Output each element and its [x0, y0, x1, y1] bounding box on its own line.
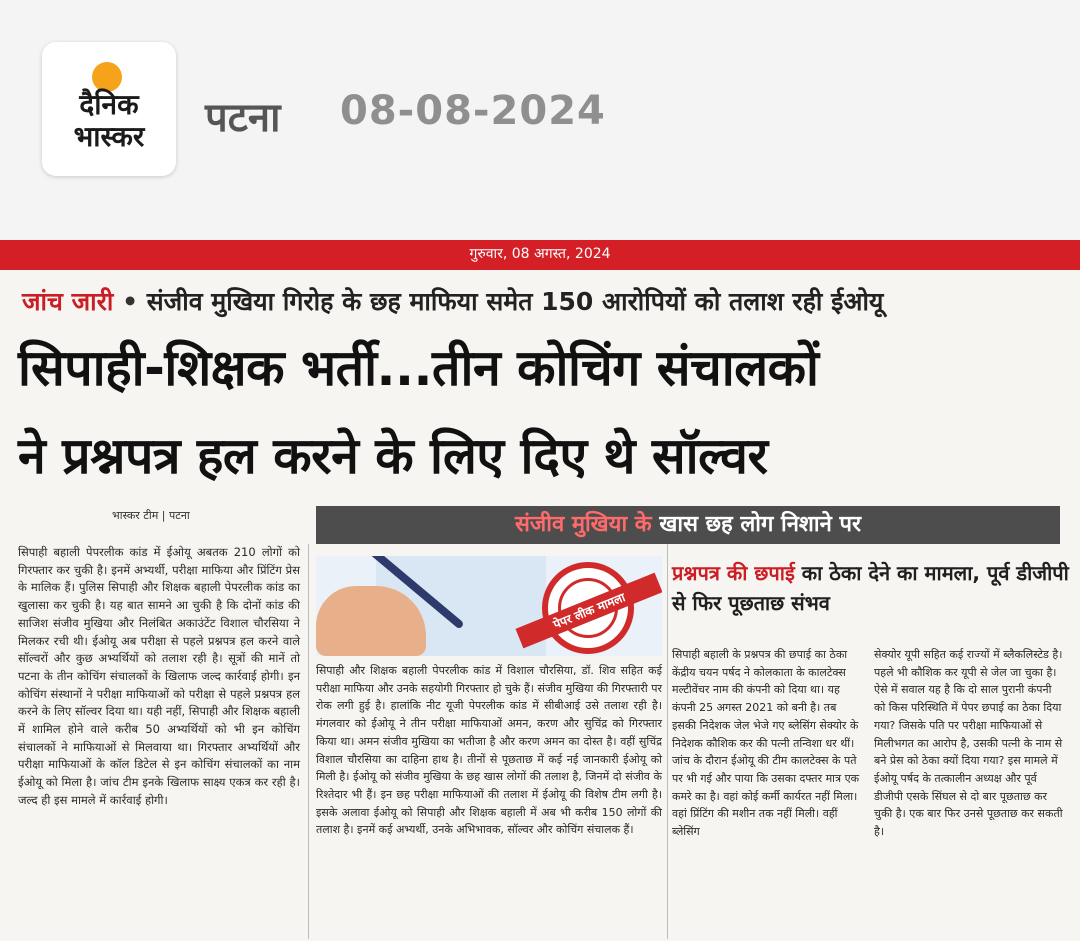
column-divider [308, 544, 309, 939]
headline-line2: ने प्रश्नपत्र हल करने के लिए दिए थे सॉल्वर [18, 427, 768, 485]
dainik-bhaskar-logo [42, 42, 176, 176]
topic-line [22, 284, 1072, 324]
paper-leak-photo [316, 556, 662, 656]
subhead-highlight: संजीव मुखिया के [515, 512, 652, 537]
column-divider [667, 544, 668, 939]
publication-date: 08-08-2024 [340, 88, 606, 134]
side-headline-red: प्रश्नपत्र की छपाई [672, 561, 795, 585]
share-header [0, 0, 1080, 240]
headline-line1: सिपाही-शिक्षक भर्ती...तीन कोचिंग संचालकों [18, 339, 819, 397]
article-column-1: सिपाही बहाली पेपरलीक कांड में ईओयू अबतक 210 लोगों को गिरफ्तार कर चुकी है। इनमें अभ्यर्थी, परीक्षा माफिया और प्रिंटिंग प्रेस के मालिक हैं। पुलिस सिपाही और शिक्षक बहाली पेपरलीक कांड का खुलासा कर चुकी है। यह बात सामने आ चुकी है कि दोनों कांड की साजिश संजीव मुखिया और निलंबित अकाउंटेंट विशाल चौरसिया ने मिलकर रची थी। ईओयू अब परीक्षा से पहले प्रश्नपत्र हल करने वाले सॉल्वरों और कुछ अभ्यर्थियों को तलाश रही है। सूत्रों की मानें तो पटना के तीन कोचिंग संचालकों के खिलाफ जल्द कार्रवाई होगी। इन कोचिंग संस्थानों ने परीक्षा माफियाओं को परीक्षा से पहले प्रश्नपत्र हल करने के लिए सॉल्वर दिया था। यही नहीं, सिपाही और शिक्षक बहाली में शामिल होने वाले करीब 50 अभ्यर्थियों को भी इन कोचिंग संचालकों ने माफियाओं से मिलवाया था। गिरफ्तार अभ्यर्थियों और परीक्षा माफियाओं के कॉल डिटेल से इन कोचिंग संचालकों का नाम ईओयू को मिला है। जांच टीम इनके खिलाफ साक्ष्य एकत्र कर रही है। जल्द ही इस मामले में कार्रवाई होगी। [18, 545, 300, 807]
subhead-rest: खास छह लोग निशाने पर [659, 512, 861, 537]
logo-text-line2: भास्कर [73, 120, 145, 153]
article-column-2: सिपाही और शिक्षक बहाली पेपरलीक कांड में विशाल चौरसिया, डॉ. शिव सहित कई परीक्षा माफिया और उनके सहयोगी गिरफ्तार हो चुके हैं। संजीव मुखिया की गिरफ्तारी पर रोक लगी हुई है। हालांकि नीट यूजी पेपरलीक कांड में सीबीआई उसे तलाश रही है। मंगलवार को ईओयू ने तीन परीक्षा माफियाओं अमन, करण और सुचिंद्र को गिरफ्तार किया था। अमन संजीव मुखिया का भतीजा है और करण अमन का दोस्त है। वहीं सुचिंद्र विशाल चौरसिया का दाहिना हाथ है। तीनों से पूछताछ में कई नई जानकारी ईओयू को मिली है। ईओयू को संजीव मुखिया के छह खास लोगों की तलाश है, जिनमें दो संजीव के रिश्तेदार भी हैं। इन छह परीक्षा माफियाओं की तलाश में ईओयू की विशेष टीम लगी है। इसके अलावा ईओयू को सिपाही और शिक्षक बहाली में अब भी करीब 150 लोगों की तलाश है। इनमें कई अभ्यर्थी, उनके अभिभावक, सॉल्वर और कोचिंग संचालक हैं। [316, 664, 662, 837]
subhead-banner [316, 506, 1060, 544]
edition-label: पटना [205, 95, 281, 141]
side-story-headline [672, 558, 1072, 618]
topic-bullet: • [122, 287, 139, 316]
date-strip [0, 240, 1080, 270]
byline: भास्कर टीम | पटना [112, 509, 190, 522]
side-headline-rest: का ठेका देने का मामला, पूर्व डीजीपी से फिर पूछताछ संभव [672, 561, 1069, 615]
side-column-2: सेक्योर यूपी सहित कई राज्यों में ब्लैकलिस्टेड है। पहले भी कौशिक कर यूपी से जेल जा चुका है। ऐसे में सवाल यह है कि दो साल पुरानी कंपनी को किस परिस्थिति में पेपर छपाई का ठेका दिया गया? जिसके पति पर परीक्षा माफियाओं से मिलीभगत का आरोप है, उसकी पत्नी के नाम से बने प्रेस को ठेका क्यों दिया गया? इस मामले में ईओयू पर्षद के तत्कालीन अध्यक्ष और पूर्व डीजीपी एसके सिंघल से दो बार पूछताछ कर चुकी है। एक बार फिर उनसे पूछताछ कर सकती है। [874, 648, 1063, 839]
stamp-label: पेपर लीक मामला [516, 573, 662, 649]
logo-text-line1: दैनिक [79, 88, 139, 121]
side-column-1: सिपाही बहाली के प्रश्नपत्र की छपाई का ठेका केंद्रीय चयन पर्षद ने कोलकाता के कालटेक्स मल्टीवेंचर नाम की कंपनी को दिया था। यह कंपनी 25 अगस्त 2021 को बनी है। तब इसकी निदेशक जेल भेजे गए ब्लेसिंग सेक्योर के निदेशक कौशिक कर की पत्नी तन्विशा धर थीं। जांच के दौरान ईओयू की टीम कालटेक्स के पते पर भी गई और पाया कि उसका दफ्तर मात्र एक कमरे का है। वहां कोई कर्मी कार्यरत नहीं मिला। वहां प्रिंटिंग की मशीन तक नहीं मिली। वहीं ब्लेसिंग [672, 648, 860, 839]
topic-tag: जांच जारी [22, 287, 114, 316]
topic-text: संजीव मुखिया गिरोह के छह माफिया समेत 150 आरोपियों को तलाश रही ईओयू [146, 287, 884, 316]
newspaper-clipping [0, 240, 1080, 941]
dateline: गुरुवार, 08 अगस्त, 2024 [469, 246, 611, 262]
